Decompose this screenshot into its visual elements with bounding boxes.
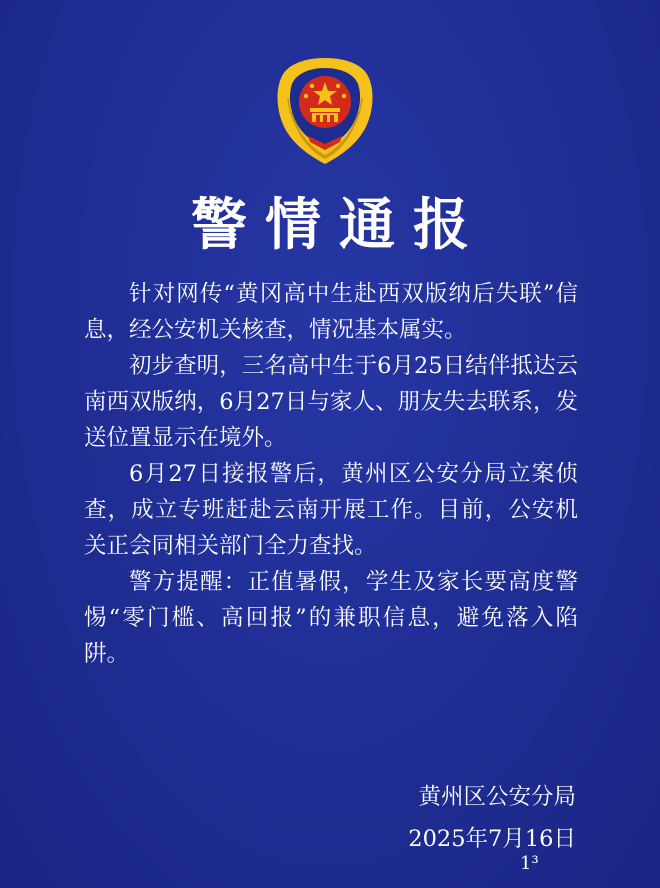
corner-mark: 1³: [520, 853, 539, 874]
issue-date: 2025年7月16日: [408, 826, 576, 852]
police-emblem-icon: [270, 52, 380, 170]
signature-block: [408, 776, 576, 860]
notice-paragraph: 6月27日接报警后，黄州区公安分局立案侦查，成立专班赶赴云南开展工作。目前，公安机关正会同相关部门全力查找。: [84, 461, 578, 559]
issuer-name: 黄州区公安分局: [418, 784, 576, 810]
notice-title: 警情通报: [191, 192, 487, 258]
notice-paragraph: 初步查明，三名高中生于6月25日结伴抵达云南西双版纳，6月27日与家人、朋友失去联系，发送位置显示在境外。: [84, 353, 578, 451]
notice-paragraph: 针对网传“黄冈高中生赴西双版纳后失联”信息，经公安机关核查，情况基本属实。: [84, 281, 578, 343]
notice-paragraph: 警方提醒：正值暑假，学生及家长要高度警惕“零门槛、高回报”的兼职信息，避免落入陷阱。: [84, 569, 578, 667]
notice-body: [84, 276, 578, 672]
